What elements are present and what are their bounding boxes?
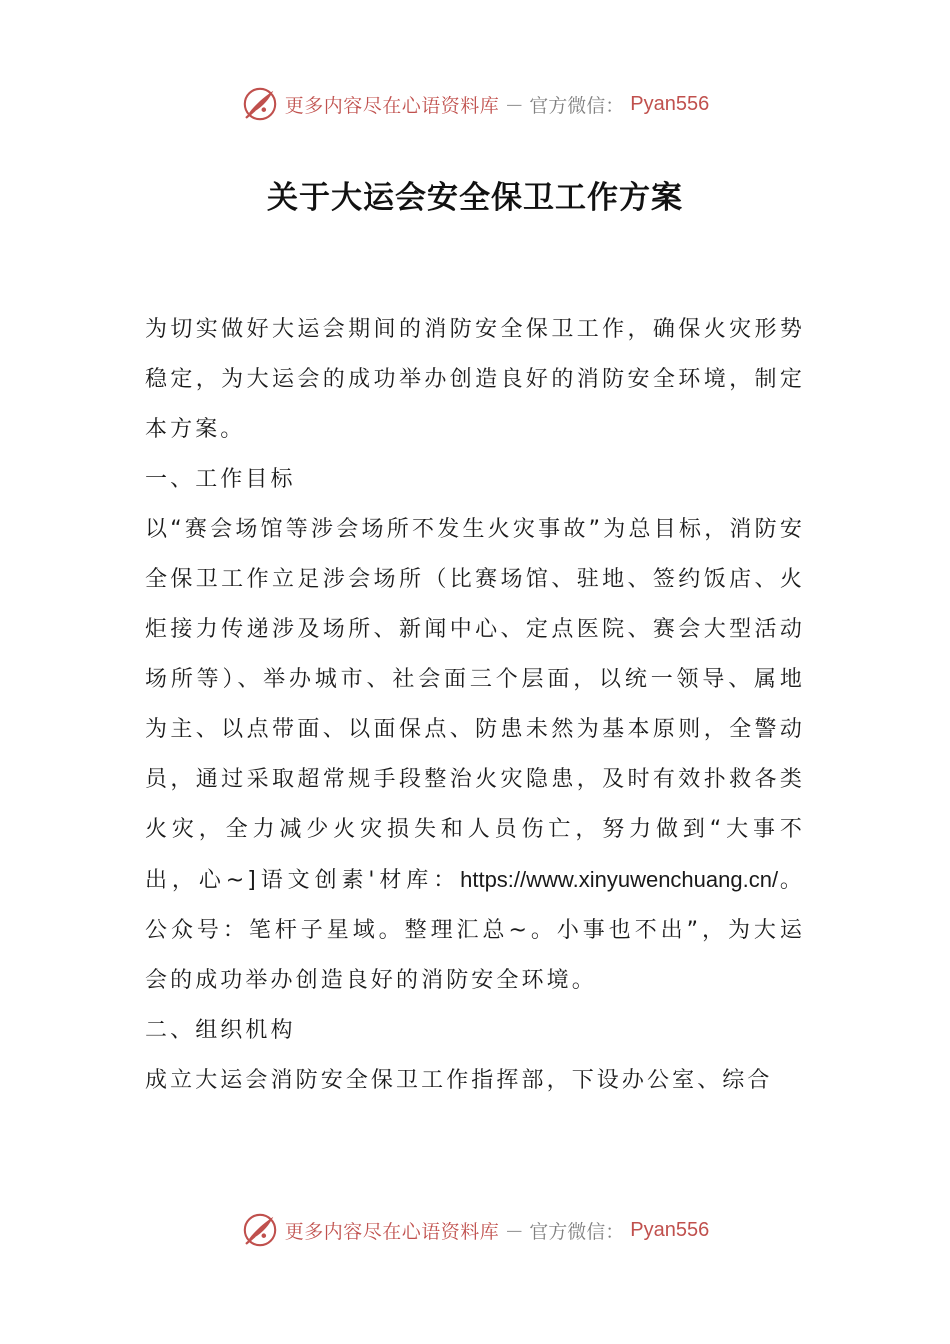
watermark-separator: — (506, 94, 523, 114)
website-link-part1: https:// (460, 867, 527, 892)
document-body (145, 305, 805, 1106)
paragraph-goals-continued: 。公众号：笔杆子星域。整理汇总~。小事也不出”，为大运会的成功举办创造良好的消防安 (145, 868, 805, 993)
watermark-separator: — (506, 1220, 523, 1240)
watermark-footer (0, 1208, 950, 1252)
section-heading-organization: 二、组织机构 (145, 1018, 296, 1043)
section-heading-goals: 一、工作目标 (145, 467, 296, 492)
watermark-wechat-id: Pyan556 (630, 1218, 710, 1241)
quill-pen-logo-icon (241, 85, 279, 123)
watermark-text: 更多内容尽在心语资料库 (284, 94, 500, 117)
website-link-part2: www.xinyuwenchuang.cn/ (526, 867, 779, 892)
document-title: 关于大运会安全保卫工作方案 (267, 180, 683, 216)
watermark-header (0, 82, 950, 126)
quill-pen-logo-icon (241, 1211, 279, 1249)
paragraph-goals-end: 全环境。 (496, 968, 597, 993)
watermark-text: 更多内容尽在心语资料库 (284, 1220, 500, 1243)
paragraph-goals-text: 以“赛会场馆等涉会场所不发生火灾事故”为总目标，消防安全保卫工作立足涉会场所（比赛场馆、驻地、签约饭店、火炬接力传递涉及场所、新闻中心、定点医院、赛会大型活动场所等）、举办城市、社会面三个层面，以统一领导、属地为主、以点带面、以面保点、防患未然为基本原则，全警动员，通过采取超常规手段整治火灾隐患，及时有效扑救各类火灾，全力减少火灾损失和人员伤亡，努力做到“大事不出，心~]语文创素'材库： (145, 517, 805, 893)
watermark-wechat-label: 官方微信： (529, 1220, 625, 1243)
watermark-wechat-id: Pyan556 (630, 92, 710, 115)
paragraph-intro: 为切实做好大运会期间的消防安全保卫工作，确保火灾形势稳定，为大运会的成功举办创造良好的消防安全环境，制定本方案。 (145, 317, 805, 442)
paragraph-organization: 成立大运会消防安全保卫工作指挥部，下设办公室、综合 (145, 1068, 773, 1093)
watermark-wechat-label: 官方微信： (529, 94, 625, 117)
paragraph-goals (145, 505, 805, 1006)
